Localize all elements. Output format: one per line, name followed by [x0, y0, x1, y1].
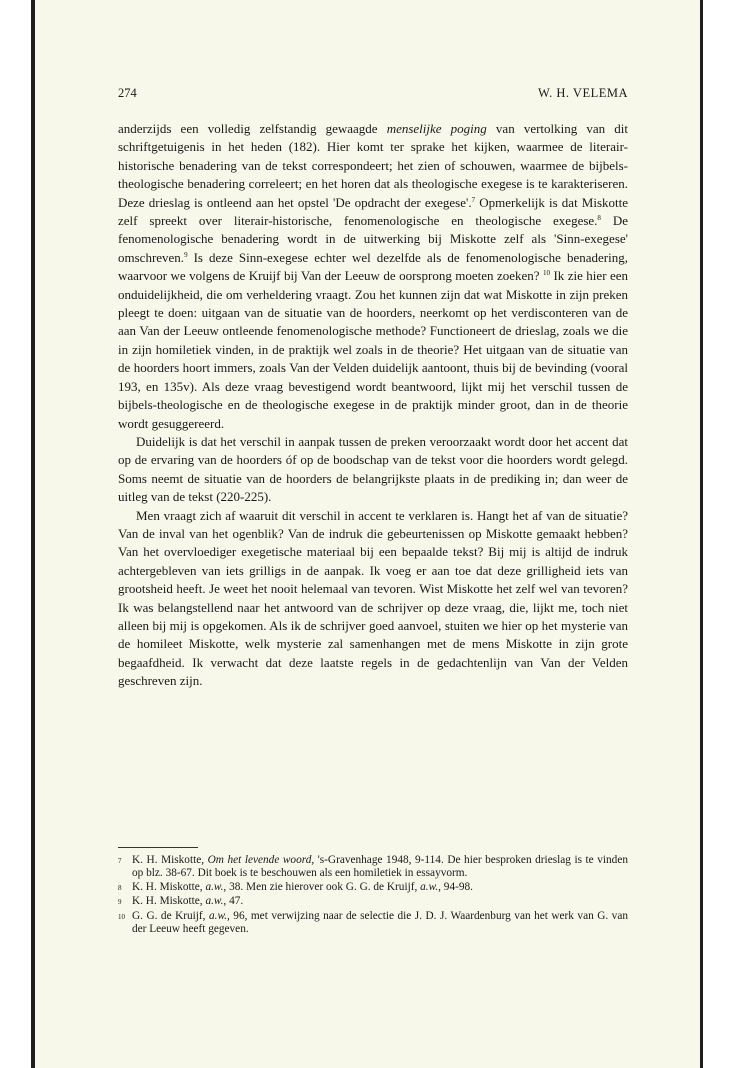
running-head: W. H. VELEMA — [537, 86, 628, 100]
footnote-text — [132, 910, 628, 937]
text-run: G. G. de Kruijf, — [132, 909, 209, 922]
footnote-number: 7 — [118, 857, 122, 865]
footnote-ref-10[interactable]: 10 — [543, 269, 550, 278]
scan-border-left — [31, 0, 35, 1068]
text-run: 47. — [226, 895, 244, 908]
footnote-ref-8[interactable]: 8 — [597, 214, 601, 223]
body-text — [118, 120, 628, 691]
footnote-ref-7[interactable]: 7 — [471, 195, 476, 204]
text-run: 94-98. — [440, 880, 473, 893]
footnote-7 — [118, 854, 628, 881]
paragraph-1 — [118, 120, 628, 433]
footnote-10 — [118, 910, 628, 937]
paragraph-2: Duidelijk is dat het verschil in aanpak tussen de preken veroorzaakt wordt door het accent dat op de ervaring van de hoorders óf op de boodschap van de tekst voor die hoorders wordt gelegd. Soms neemt de situatie van de hoorders de belangrijkste plaats in de prediking in; dan weer de uitleg van de tekst (220-225). — [118, 433, 628, 505]
footnote-text — [132, 854, 628, 881]
page-header — [118, 86, 628, 101]
text-run: K. H. Miskotte, — [132, 880, 206, 893]
emphasis: Om het levende woord, — [207, 854, 315, 866]
page-number: 274 — [118, 86, 137, 100]
text-run: Is deze Sinn-exegese echter wel dezelfde als de fenomenologische benadering, waarvoor we volgens de Kruijf bij Van der Leeuw de oorsprong moeten zoeken? — [118, 249, 628, 284]
text-run: De fenomenologische benadering wordt in de uitwerking bij Miskotte zelf als 'Sinn-exegese' omschreven. — [118, 213, 628, 265]
text-run: anderzijds een volledig zelfstandig gewaagde — [118, 121, 387, 136]
paragraph-3: Men vraagt zich af waaruit dit verschil in accent te verklaren is. Hangt het af van de situatie? Van de inval van het ogenblik? Van de indruk die gebeurtenissen op Miskotte gemaakt hebben? Van het overvloediger exegetische materiaal bij een bepaalde tekst? Bij mij is altijd de indruk achtergebleven van iets grilligs in de aanpak. Ik voeg er aan toe dat deze grilligheid iets van grootsheid heeft. Je weet het nooit helemaal van tevoren. Wist Miskotte het zelf wel van tevoren? Ik was belangstellend naar het antwoord van de schrijver op deze vraag, die, lijkt me, toch niet alleen bij mij is opgekomen. Als ik de schrijver goed aanvoel, stuiten we hier op het mysterie van de homileet Miskotte, welk mysterie zal samenhangen met de mens Miskotte in zijn grote begaafdheid. Ik verwacht dat deze laatste regels in de gedachtenlijn van Van der Velden geschreven zijn. — [118, 507, 628, 689]
text-run: 38. Men zie hierover ook G. G. de Kruijf, — [226, 880, 421, 893]
emphasis: a.w., — [420, 880, 441, 893]
text-run: 's-Gravenhage 1948, 9-114. De hier besproken drieslag is te vinden op blz. 38-67. Dit boek is te beschouwen als een homiletiek in essayvorm. — [132, 854, 628, 880]
footnote-number: 8 — [118, 883, 122, 892]
text-run: Opmerkelijk is dat Miskotte zelf spreekt over literair-historische, fenomenologische en theologische exegese. — [118, 194, 629, 229]
footnote-text — [132, 881, 628, 895]
text-run: 96, met verwijzing naar de selectie die J. D. J. Waardenburg van het werk van G. van der Leeuw heeft gegeven. — [132, 909, 628, 936]
text-run: K. H. Miskotte, — [132, 895, 206, 908]
footnote-ref-9[interactable]: 9 — [184, 250, 188, 259]
footnote-number: 9 — [118, 898, 122, 907]
text-run: K. H. Miskotte, — [132, 854, 208, 866]
emphasis: a.w., — [205, 895, 227, 908]
emphasis: a.w., — [208, 909, 230, 922]
footnote-text — [132, 895, 628, 909]
footnotes — [118, 854, 628, 936]
footnote-9 — [118, 895, 628, 909]
emphasis: a.w., — [205, 880, 227, 893]
footnote-rule — [118, 847, 198, 848]
scan-border-right — [700, 0, 703, 1068]
emphasis: menselijke poging — [386, 121, 487, 136]
footnote-number: 10 — [118, 912, 125, 921]
text-run: Ik zie hier een onduidelijkheid, die om verheldering vraagt. Zou het kunnen zijn dat wat Miskotte in zijn preken pleegt te doen: uitgaan van de situatie van de hoorders, neerkomt op het verdisconteren van de aan Van der Leeuw ontleende fenomenologische methode? Functioneert de drieslag, zoals we die in zijn homiletiek vinden, in de praktijk wel zoals in de theorie? Het uitgaan van de situatie van de hoorders hoort immers, zoals Van der Velden duidelijk aantoont, thuis bij de bevinding (vooral 193, en 135v). Als deze vraag bevestigend wordt beantwoord, lijkt mij het verschil tussen de bijbels-theologische en de theologische exegese in de praktijk minder groot, dan in de theorie wordt gesuggereerd. — [118, 268, 629, 431]
footnote-8 — [118, 881, 628, 895]
text-run: van vertolking van dit schriftgetuigenis in het heden (182). Hier komt ter sprake het kijken, waarmee de literair-historische benadering van de tekst correspondeert; het zien of schouwen, waarmee de bijbels-theologische benadering correleert; en het horen dat als theologische exegese is te karakteriseren. Deze drieslag is ontleend aan het opstel 'De opdracht der exegese'. — [118, 121, 628, 210]
